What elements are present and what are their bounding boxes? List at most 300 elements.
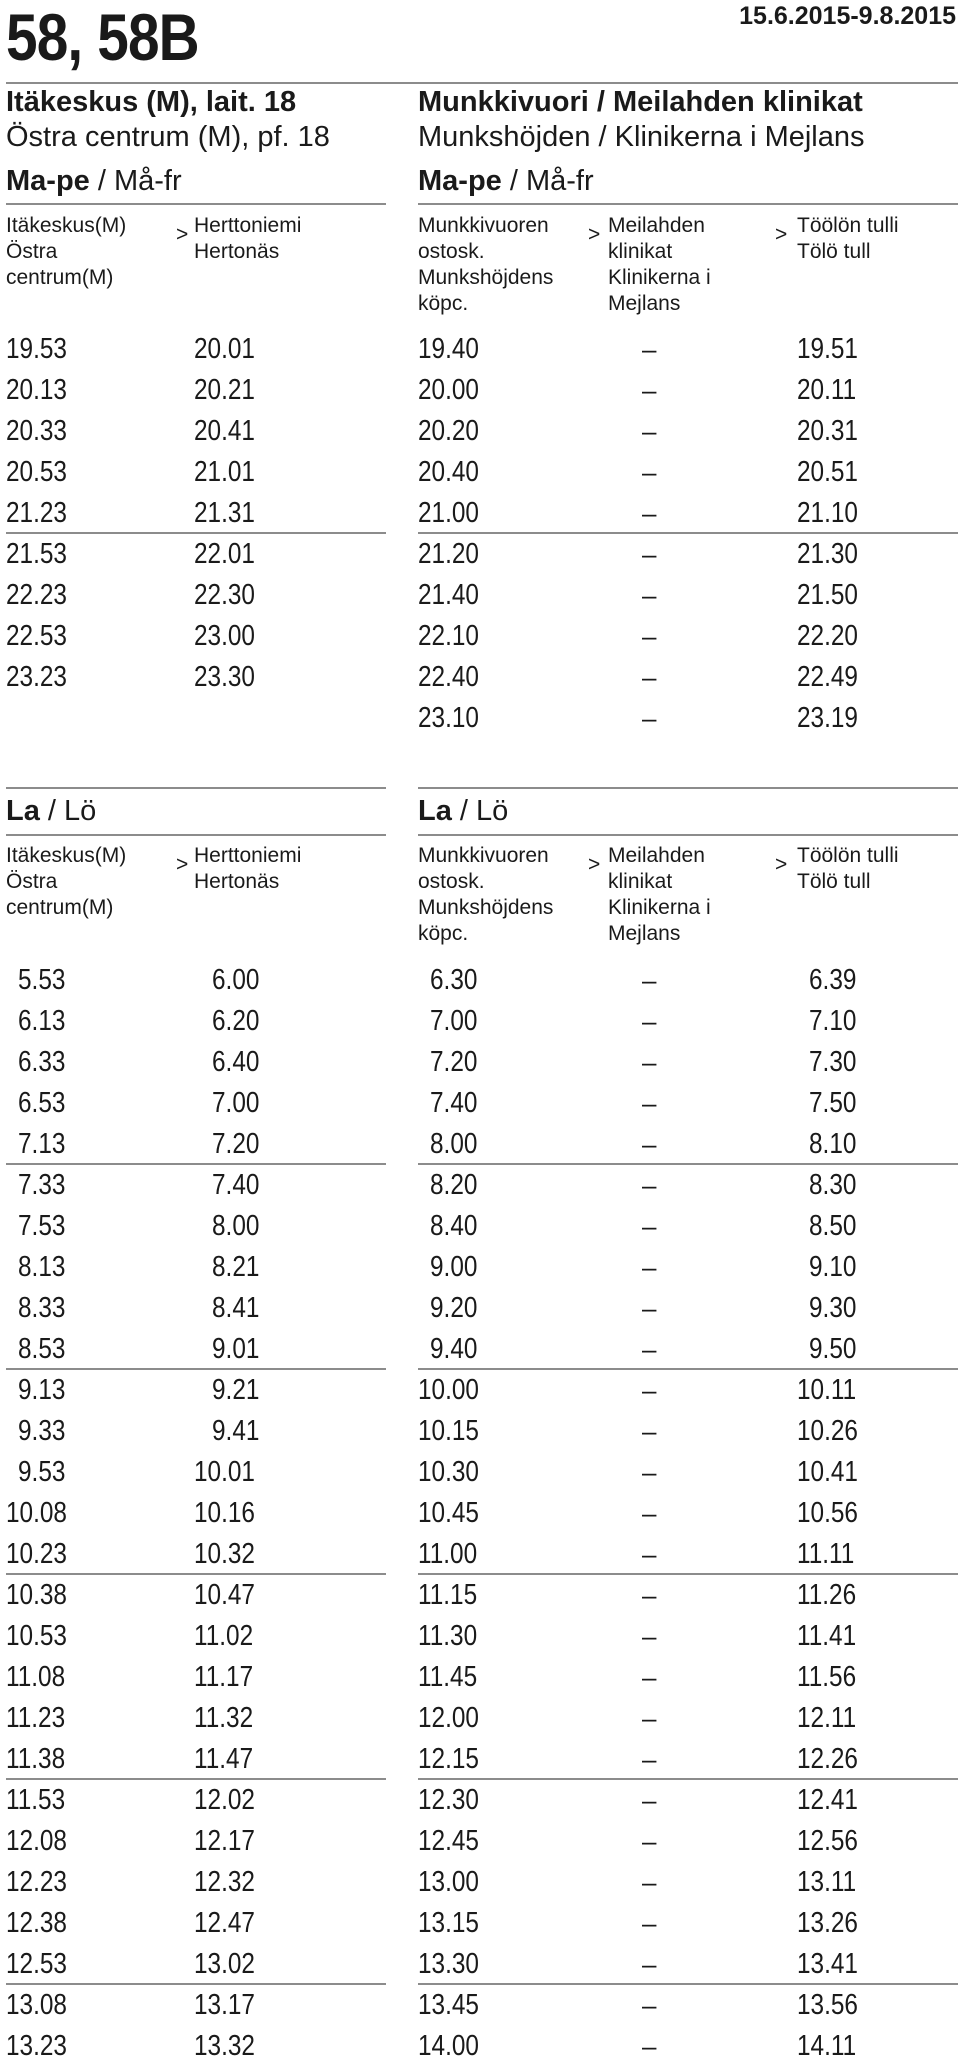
meilahti-not-served-dash: –	[642, 1088, 657, 1118]
toolon-tulli-time: 13.41	[797, 1948, 858, 1980]
left-weekday-header-2-line: Herttoniemi	[194, 214, 302, 237]
munkkivuori-departure: 22.10	[418, 620, 479, 652]
right-time-row	[418, 1042, 958, 1083]
itakeskus-departure: 11.08	[6, 1661, 66, 1693]
toolon-tulli-time: 10.56	[797, 1497, 858, 1529]
toolon-tulli-time: 11.11	[797, 1538, 855, 1570]
route-number: 58, 58B	[6, 0, 199, 74]
itakeskus-departure: 11.23	[6, 1702, 66, 1734]
right-saturday-header-2-line: Klinikerna i	[608, 896, 711, 919]
right-time-row	[418, 1862, 958, 1903]
right-saturday-header-3-line: Töölön tulli	[797, 844, 899, 867]
right-time-row	[418, 1001, 958, 1042]
herttoniemi-time: 20.01	[194, 333, 255, 365]
meilahti-not-served-dash: –	[642, 1539, 657, 1569]
herttoniemi-time: 10.01	[194, 1456, 255, 1488]
left-time-row	[6, 1780, 386, 1821]
itakeskus-departure: 13.23	[6, 2030, 67, 2062]
itakeskus-departure: 10.23	[6, 1538, 67, 1570]
meilahti-not-served-dash: –	[642, 1990, 657, 2020]
meilahti-not-served-dash: –	[642, 1047, 657, 1077]
right-time-row	[418, 1124, 958, 1165]
left-time-row	[6, 1452, 386, 1493]
itakeskus-departure: 6.53	[18, 1087, 66, 1119]
left-time-row	[6, 1862, 386, 1903]
meilahti-not-served-dash: –	[642, 1662, 657, 1692]
munkkivuori-departure: 7.40	[430, 1087, 478, 1119]
toolon-tulli-time: 23.19	[797, 702, 858, 734]
right-time-row	[418, 1698, 958, 1739]
itakeskus-departure: 10.08	[6, 1497, 67, 1529]
right-saturday-title-divider	[418, 834, 958, 836]
toolon-tulli-time: 20.51	[797, 456, 858, 488]
right-time-row	[418, 1411, 958, 1452]
left-time-row	[6, 452, 386, 493]
herttoniemi-time: 8.21	[212, 1251, 260, 1283]
right-time-row	[418, 1616, 958, 1657]
right-weekday-header-3	[797, 213, 899, 265]
itakeskus-departure: 8.33	[18, 1292, 66, 1324]
right-weekday-arrow-icon: >	[775, 223, 788, 246]
left-time-row	[6, 1903, 386, 1944]
left-weekday-header-1	[6, 213, 126, 291]
toolon-tulli-time: 21.10	[797, 497, 858, 529]
right-saturday-header-3	[797, 843, 899, 895]
herttoniemi-time: 6.00	[212, 964, 260, 996]
right-weekday-header-3-line: Tölö tull	[797, 240, 871, 263]
left-time-row	[6, 616, 386, 657]
validity-period: 15.6.2015-9.8.2015	[739, 2, 956, 30]
left-saturday-header-2-line: Hertonäs	[194, 870, 280, 893]
herttoniemi-time: 8.41	[212, 1292, 260, 1324]
left-stop-name-sv: Östra centrum (M), pf. 18	[6, 121, 330, 153]
itakeskus-departure: 21.23	[6, 497, 67, 529]
munkkivuori-departure: 9.00	[430, 1251, 478, 1283]
left-time-row	[6, 1985, 386, 2026]
left-time-row	[6, 1616, 386, 1657]
left-weekday-header-1-line: centrum(M)	[6, 266, 114, 289]
herttoniemi-time: 23.30	[194, 661, 255, 693]
left-saturday-arrow-icon: >	[176, 853, 189, 876]
herttoniemi-time: 7.00	[212, 1087, 260, 1119]
meilahti-not-served-dash: –	[642, 334, 657, 364]
meilahti-not-served-dash: –	[642, 1375, 657, 1405]
right-saturday-header-2	[608, 843, 711, 947]
right-weekday-header-1-line: ostosk.	[418, 240, 485, 263]
itakeskus-departure: 11.53	[6, 1784, 66, 1816]
left-saturday-header-1	[6, 843, 126, 921]
meilahti-not-served-dash: –	[642, 416, 657, 446]
left-weekday-arrow-icon: >	[176, 223, 189, 246]
munkkivuori-departure: 21.00	[418, 497, 479, 529]
right-time-row	[418, 1575, 958, 1616]
toolon-tulli-time: 21.50	[797, 579, 858, 611]
right-time-row	[418, 1985, 958, 2026]
meilahti-not-served-dash: –	[642, 1580, 657, 1610]
itakeskus-departure: 23.23	[6, 661, 67, 693]
munkkivuori-departure: 7.00	[430, 1005, 478, 1037]
right-weekday-header-1	[418, 213, 553, 317]
meilahti-not-served-dash: –	[642, 1170, 657, 1200]
left-time-row	[6, 1534, 386, 1575]
left-weekday-header-2	[194, 213, 301, 265]
toolon-tulli-time: 10.26	[797, 1415, 858, 1447]
right-time-row	[418, 616, 958, 657]
right-stop-name-fi: Munkkivuori / Meilahden klinikat	[418, 86, 863, 118]
munkkivuori-departure: 13.00	[418, 1866, 479, 1898]
toolon-tulli-time: 11.41	[797, 1620, 857, 1652]
meilahti-not-served-dash: –	[642, 1703, 657, 1733]
right-time-row	[418, 1288, 958, 1329]
meilahti-not-served-dash: –	[642, 1457, 657, 1487]
munkkivuori-departure: 12.00	[418, 1702, 479, 1734]
left-time-row	[6, 575, 386, 616]
left-time-row	[6, 1657, 386, 1698]
herttoniemi-time: 10.47	[194, 1579, 255, 1611]
herttoniemi-time: 12.32	[194, 1866, 255, 1898]
munkkivuori-departure: 13.15	[418, 1907, 479, 1939]
left-time-row	[6, 1206, 386, 1247]
herttoniemi-time: 21.01	[194, 456, 255, 488]
munkkivuori-departure: 20.00	[418, 374, 479, 406]
meilahti-not-served-dash: –	[642, 2031, 657, 2061]
itakeskus-departure: 11.38	[6, 1743, 66, 1775]
herttoniemi-time: 20.41	[194, 415, 255, 447]
toolon-tulli-time: 21.30	[797, 538, 858, 570]
itakeskus-departure: 7.33	[18, 1169, 66, 1201]
right-time-row	[418, 698, 958, 739]
herttoniemi-time: 11.17	[194, 1661, 254, 1693]
right-time-row	[418, 329, 958, 370]
left-time-row	[6, 960, 386, 1001]
left-time-row	[6, 1247, 386, 1288]
itakeskus-departure: 8.13	[18, 1251, 66, 1283]
right-time-row	[418, 1329, 958, 1370]
right-saturday-header-1-line: ostosk.	[418, 870, 485, 893]
left-time-row	[6, 1083, 386, 1124]
meilahti-not-served-dash: –	[642, 1785, 657, 1815]
herttoniemi-time: 9.01	[212, 1333, 260, 1365]
right-time-row	[418, 370, 958, 411]
right-time-row	[418, 1247, 958, 1288]
munkkivuori-departure: 7.20	[430, 1046, 478, 1078]
herttoniemi-time: 9.41	[212, 1415, 260, 1447]
toolon-tulli-time: 8.10	[809, 1128, 857, 1160]
munkkivuori-departure: 8.00	[430, 1128, 478, 1160]
toolon-tulli-time: 12.11	[797, 1702, 857, 1734]
left-time-row	[6, 2026, 386, 2067]
left-time-row	[6, 1288, 386, 1329]
toolon-tulli-time: 12.56	[797, 1825, 858, 1857]
munkkivuori-departure: 9.40	[430, 1333, 478, 1365]
right-saturday-header-1-line: köpc.	[418, 922, 469, 945]
toolon-tulli-time: 6.39	[809, 964, 857, 996]
toolon-tulli-time: 13.56	[797, 1989, 858, 2021]
left-time-row	[6, 1042, 386, 1083]
right-time-row	[418, 1206, 958, 1247]
itakeskus-departure: 9.53	[18, 1456, 66, 1488]
meilahti-not-served-dash: –	[642, 457, 657, 487]
munkkivuori-departure: 21.40	[418, 579, 479, 611]
toolon-tulli-time: 13.11	[797, 1866, 857, 1898]
herttoniemi-time: 8.00	[212, 1210, 260, 1242]
munkkivuori-departure: 10.30	[418, 1456, 479, 1488]
herttoniemi-time: 11.32	[194, 1702, 254, 1734]
left-time-row	[6, 1329, 386, 1370]
itakeskus-departure: 9.33	[18, 1415, 66, 1447]
itakeskus-departure: 20.13	[6, 374, 67, 406]
toolon-tulli-time: 20.31	[797, 415, 858, 447]
left-time-row	[6, 1165, 386, 1206]
right-saturday-arrow-icon: >	[775, 853, 788, 876]
itakeskus-departure: 12.08	[6, 1825, 67, 1857]
right-time-row	[418, 1821, 958, 1862]
meilahti-not-served-dash: –	[642, 1211, 657, 1241]
right-saturday-header-1-line: Munkshöjdens	[418, 896, 554, 919]
right-saturday-header-2-line: Mejlans	[608, 922, 681, 945]
header-divider	[6, 82, 958, 84]
right-time-row	[418, 1739, 958, 1780]
meilahti-not-served-dash: –	[642, 580, 657, 610]
itakeskus-departure: 12.23	[6, 1866, 67, 1898]
herttoniemi-time: 13.17	[194, 1989, 255, 2021]
munkkivuori-departure: 11.45	[418, 1661, 478, 1693]
right-weekday-header-2-line: klinikat	[608, 240, 673, 263]
left-time-row	[6, 1821, 386, 1862]
toolon-tulli-time: 9.30	[809, 1292, 857, 1324]
itakeskus-departure: 7.53	[18, 1210, 66, 1242]
right-saturday-top-divider	[418, 787, 958, 789]
meilahti-not-served-dash: –	[642, 1498, 657, 1528]
toolon-tulli-time: 19.51	[797, 333, 858, 365]
herttoniemi-time: 21.31	[194, 497, 255, 529]
right-time-row	[418, 1534, 958, 1575]
left-time-row	[6, 534, 386, 575]
meilahti-not-served-dash: –	[642, 1949, 657, 1979]
meilahti-not-served-dash: –	[642, 1621, 657, 1651]
left-time-row	[6, 657, 386, 698]
munkkivuori-departure: 9.20	[430, 1292, 478, 1324]
munkkivuori-departure: 19.40	[418, 333, 479, 365]
munkkivuori-departure: 13.30	[418, 1948, 479, 1980]
left-time-row	[6, 1124, 386, 1165]
munkkivuori-departure: 20.40	[418, 456, 479, 488]
right-weekday-header-2	[608, 213, 711, 317]
toolon-tulli-time: 12.26	[797, 1743, 858, 1775]
meilahti-not-served-dash: –	[642, 1826, 657, 1856]
toolon-tulli-time: 22.49	[797, 661, 858, 693]
meilahti-not-served-dash: –	[642, 539, 657, 569]
right-saturday-header-3-line: Tölö tull	[797, 870, 871, 893]
meilahti-not-served-dash: –	[642, 703, 657, 733]
meilahti-not-served-dash: –	[642, 662, 657, 692]
left-weekday-header-2-line: Hertonäs	[194, 240, 280, 263]
itakeskus-departure: 20.53	[6, 456, 67, 488]
toolon-tulli-time: 13.26	[797, 1907, 858, 1939]
munkkivuori-departure: 10.15	[418, 1415, 479, 1447]
right-time-row	[418, 960, 958, 1001]
left-time-row	[6, 1739, 386, 1780]
left-saturday-title: La / Lö	[6, 795, 97, 827]
left-weekday-header-1-line: Östra	[6, 240, 58, 263]
left-saturday-title-divider	[6, 834, 386, 836]
meilahti-not-served-dash: –	[642, 1006, 657, 1036]
toolon-tulli-time: 20.11	[797, 374, 857, 406]
right-saturday-header-2-line: Meilahden	[608, 844, 705, 867]
right-saturday-header-1	[418, 843, 553, 947]
right-weekday-header-1-line: Munkshöjdens	[418, 266, 554, 289]
munkkivuori-departure: 10.00	[418, 1374, 479, 1406]
itakeskus-departure: 10.38	[6, 1579, 67, 1611]
left-weekday-header-1-line: Itäkeskus(M)	[6, 214, 127, 237]
itakeskus-departure: 10.53	[6, 1620, 67, 1652]
munkkivuori-departure: 22.40	[418, 661, 479, 693]
left-time-row	[6, 411, 386, 452]
herttoniemi-time: 7.20	[212, 1128, 260, 1160]
herttoniemi-time: 6.20	[212, 1005, 260, 1037]
toolon-tulli-time: 8.30	[809, 1169, 857, 1201]
right-saturday-title: La / Lö	[418, 795, 509, 827]
toolon-tulli-time: 10.11	[797, 1374, 857, 1406]
munkkivuori-departure: 11.00	[418, 1538, 478, 1570]
munkkivuori-departure: 14.00	[418, 2030, 479, 2062]
right-weekday-title-divider	[418, 203, 958, 205]
meilahti-not-served-dash: –	[642, 498, 657, 528]
right-weekday-header-1-line: köpc.	[418, 292, 469, 315]
itakeskus-departure: 7.13	[18, 1128, 66, 1160]
herttoniemi-time: 22.01	[194, 538, 255, 570]
itakeskus-departure: 6.13	[18, 1005, 66, 1037]
itakeskus-departure: 13.08	[6, 1989, 67, 2021]
right-time-row	[418, 1780, 958, 1821]
right-saturday-header-2-line: klinikat	[608, 870, 673, 893]
meilahti-not-served-dash: –	[642, 1252, 657, 1282]
toolon-tulli-time: 9.50	[809, 1333, 857, 1365]
right-weekday-title: Ma-pe / Må-fr	[418, 165, 594, 197]
right-weekday-arrow-icon: >	[588, 223, 601, 246]
toolon-tulli-time: 11.26	[797, 1579, 857, 1611]
left-time-row	[6, 1001, 386, 1042]
right-time-row	[418, 1165, 958, 1206]
left-time-row	[6, 1698, 386, 1739]
meilahti-not-served-dash: –	[642, 1908, 657, 1938]
herttoniemi-time: 13.32	[194, 2030, 255, 2062]
munkkivuori-departure: 20.20	[418, 415, 479, 447]
meilahti-not-served-dash: –	[642, 1416, 657, 1446]
left-time-row	[6, 1411, 386, 1452]
meilahti-not-served-dash: –	[642, 375, 657, 405]
toolon-tulli-time: 14.11	[797, 2030, 857, 2062]
left-time-row	[6, 1944, 386, 1985]
munkkivuori-departure: 8.20	[430, 1169, 478, 1201]
itakeskus-departure: 9.13	[18, 1374, 66, 1406]
meilahti-not-served-dash: –	[642, 1293, 657, 1323]
left-stop-name-fi: Itäkeskus (M), lait. 18	[6, 86, 297, 118]
right-stop-name-sv: Munkshöjden / Klinikerna i Mejlans	[418, 121, 865, 153]
right-weekday-header-2-line: Mejlans	[608, 292, 681, 315]
left-time-row	[6, 329, 386, 370]
left-saturday-header-1-line: Östra	[6, 870, 58, 893]
right-weekday-header-1-line: Munkkivuoren	[418, 214, 549, 237]
itakeskus-departure: 6.33	[18, 1046, 66, 1078]
left-saturday-header-1-line: centrum(M)	[6, 896, 114, 919]
munkkivuori-departure: 23.10	[418, 702, 479, 734]
meilahti-not-served-dash: –	[642, 1129, 657, 1159]
right-time-row	[418, 2026, 958, 2067]
left-saturday-top-divider	[6, 787, 386, 789]
left-time-row	[6, 493, 386, 534]
meilahti-not-served-dash: –	[642, 1744, 657, 1774]
munkkivuori-departure: 12.30	[418, 1784, 479, 1816]
toolon-tulli-time: 11.56	[797, 1661, 857, 1693]
toolon-tulli-time: 7.10	[809, 1005, 857, 1037]
itakeskus-departure: 5.53	[18, 964, 66, 996]
munkkivuori-departure: 13.45	[418, 1989, 479, 2021]
right-time-row	[418, 1452, 958, 1493]
left-time-row	[6, 370, 386, 411]
herttoniemi-time: 20.21	[194, 374, 255, 406]
munkkivuori-departure: 12.15	[418, 1743, 479, 1775]
right-time-row	[418, 575, 958, 616]
munkkivuori-departure: 6.30	[430, 964, 478, 996]
left-time-row	[6, 1370, 386, 1411]
right-time-row	[418, 534, 958, 575]
herttoniemi-time: 12.02	[194, 1784, 255, 1816]
left-time-row	[6, 1493, 386, 1534]
toolon-tulli-time: 22.20	[797, 620, 858, 652]
herttoniemi-time: 22.30	[194, 579, 255, 611]
munkkivuori-departure: 21.20	[418, 538, 479, 570]
right-time-row	[418, 411, 958, 452]
herttoniemi-time: 10.16	[194, 1497, 255, 1529]
herttoniemi-time: 6.40	[212, 1046, 260, 1078]
toolon-tulli-time: 8.50	[809, 1210, 857, 1242]
herttoniemi-time: 13.02	[194, 1948, 255, 1980]
right-time-row	[418, 452, 958, 493]
itakeskus-departure: 22.23	[6, 579, 67, 611]
left-weekday-title-divider	[6, 203, 386, 205]
herttoniemi-time: 11.02	[194, 1620, 254, 1652]
itakeskus-departure: 20.33	[6, 415, 67, 447]
left-weekday-title: Ma-pe / Må-fr	[6, 165, 182, 197]
right-time-row	[418, 1493, 958, 1534]
herttoniemi-time: 12.17	[194, 1825, 255, 1857]
meilahti-not-served-dash: –	[642, 1867, 657, 1897]
munkkivuori-departure: 11.30	[418, 1620, 478, 1652]
herttoniemi-time: 9.21	[212, 1374, 260, 1406]
herttoniemi-time: 10.32	[194, 1538, 255, 1570]
left-saturday-header-1-line: Itäkeskus(M)	[6, 844, 127, 867]
right-weekday-header-3-line: Töölön tulli	[797, 214, 899, 237]
meilahti-not-served-dash: –	[642, 1334, 657, 1364]
right-time-row	[418, 1083, 958, 1124]
right-time-row	[418, 1370, 958, 1411]
herttoniemi-time: 12.47	[194, 1907, 255, 1939]
left-saturday-header-2	[194, 843, 301, 895]
toolon-tulli-time: 10.41	[797, 1456, 858, 1488]
munkkivuori-departure: 12.45	[418, 1825, 479, 1857]
toolon-tulli-time: 7.30	[809, 1046, 857, 1078]
munkkivuori-departure: 11.15	[418, 1579, 478, 1611]
itakeskus-departure: 22.53	[6, 620, 67, 652]
right-time-row	[418, 1903, 958, 1944]
itakeskus-departure: 19.53	[6, 333, 67, 365]
right-time-row	[418, 493, 958, 534]
itakeskus-departure: 12.38	[6, 1907, 67, 1939]
right-weekday-header-2-line: Klinikerna i	[608, 266, 711, 289]
itakeskus-departure: 12.53	[6, 1948, 67, 1980]
toolon-tulli-time: 12.41	[797, 1784, 858, 1816]
